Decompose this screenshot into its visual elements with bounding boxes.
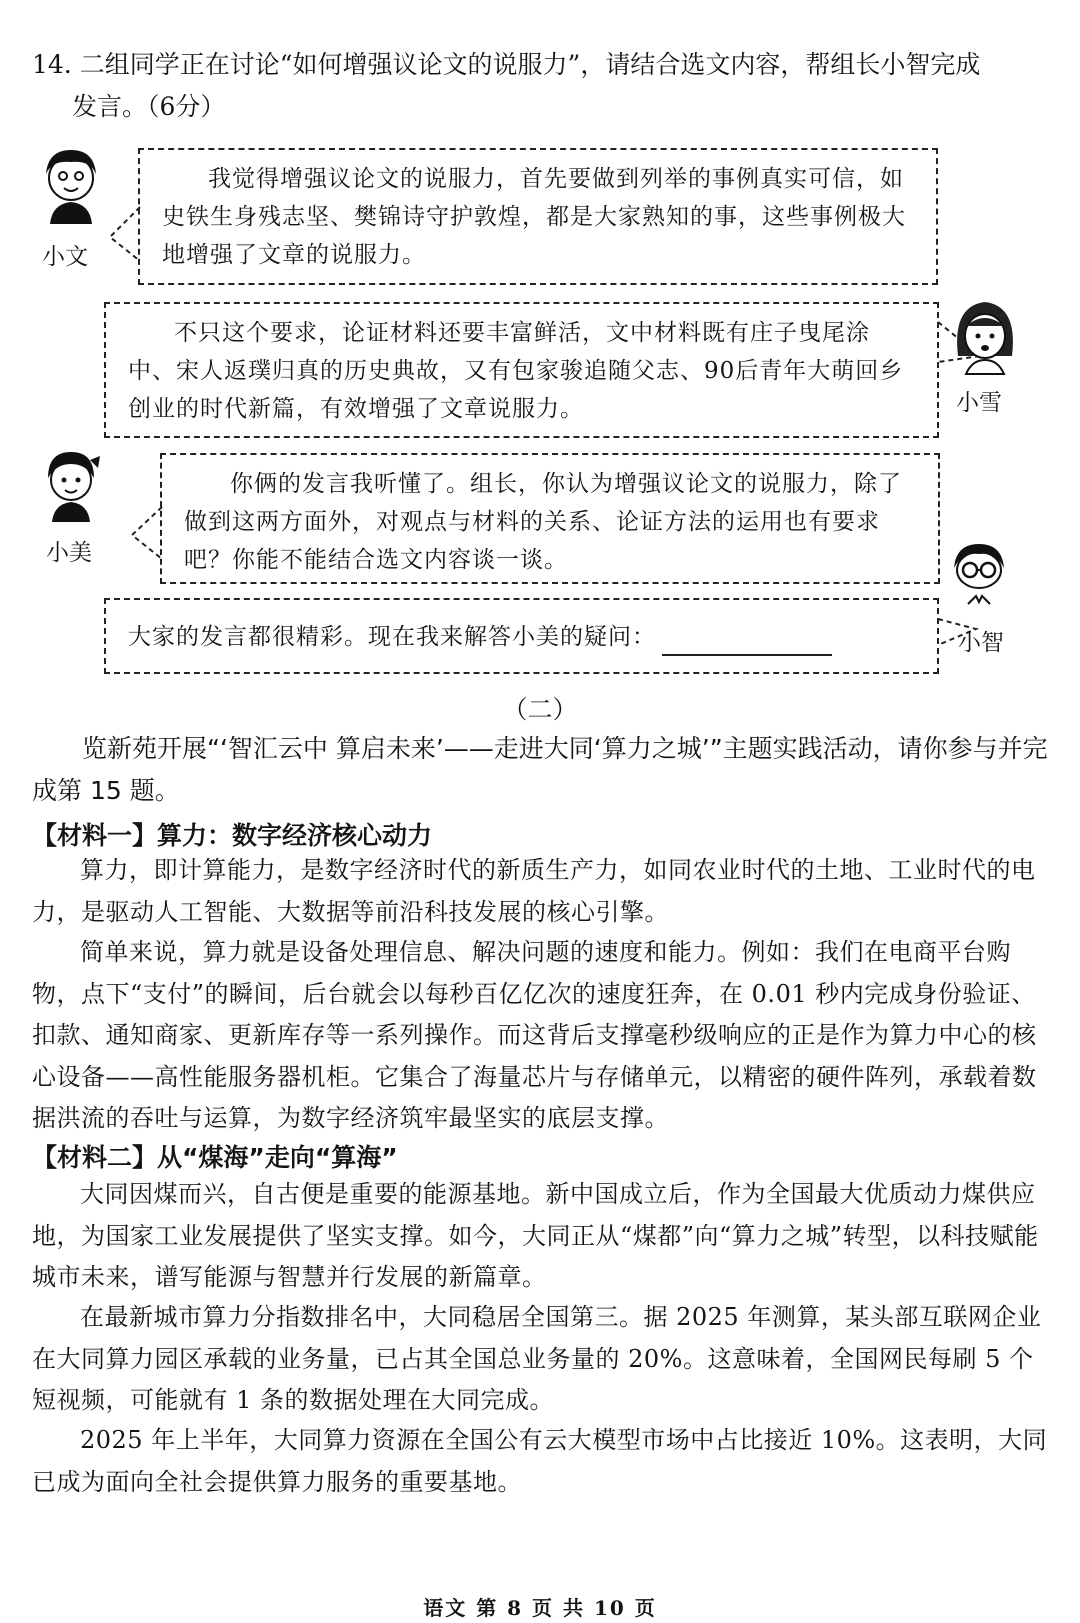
girl-avatar-icon [40, 448, 102, 524]
question-14 [32, 44, 1052, 128]
bubble-tail-left [126, 505, 166, 565]
material-2-paragraph-3: 2025 年上半年，大同算力资源在全国公有云大模型市场中占比接近 10%。这表明，大同已成为面向全社会提供算力服务的重要基地。 [32, 1426, 1048, 1496]
boy-avatar-icon [40, 146, 102, 226]
speech-bubble-xiaowen [138, 148, 938, 285]
speaker-name: 小文 [42, 244, 88, 270]
speech-text: 不只这个要求，论证材料还要丰富鲜活，文中材料既有庄子曳尾涂中、宋人返璞归真的历史典故，又有包家骏追随父志、90后青年大萌回乡创业的时代新篇，有效增强了文章说服力。 [128, 320, 904, 422]
speaker-name: 小智 [958, 630, 1004, 656]
speech-bubble-xiaoxue [104, 302, 939, 438]
girl-avatar-icon [952, 296, 1018, 376]
question-number: 14. [32, 50, 72, 79]
bubble-tail-left [104, 205, 144, 265]
material-2-paragraph-2: 在最新城市算力分指数排名中，大同稳居全国第三。据 2025 年测算，某头部互联网企业在大同算力园区承载的业务量，已占其全国总业务量的 20%。这意味着，全国网民每刷 5 个短视频，可能就有 1 条的数据处理在大同完成。 [32, 1303, 1042, 1414]
speaker-name: 小美 [46, 540, 92, 566]
material-1-paragraph-1: 算力，即计算能力，是数字经济时代的新质生产力，如同农业时代的土地、工业时代的电力，是驱动人工智能、大数据等前沿科技发展的核心引擎。 [32, 856, 1036, 926]
section-intro: 览新苑开展“‘智汇云中 算启未来’——走进大同‘算力之城’”主题实践活动，请你参与并完成第 15 题。 [32, 734, 1048, 805]
speech-text: 你俩的发言我听懂了。组长，你认为增强议论文的说服力，除了做到这两方面外，对观点与材料的关系、论证方法的运用也有要求吧？你能不能结合选文内容谈一谈。 [184, 471, 902, 573]
answer-blank-line [662, 630, 832, 656]
speech-text: 大家的发言都很精彩。现在我来解答小美的疑问： [128, 624, 656, 650]
page-footer: 语文 第 8 页 共 10 页 [423, 1596, 657, 1620]
material-1-paragraph-2: 简单来说，算力就是设备处理信息、解决问题的速度和能力。例如：我们在电商平台购物，点下“支付”的瞬间，后台就会以每秒百亿亿次的速度狂奔，在 0.01 秒内完成身份验证、扣款、通知商家、更新库存等一系列操作。而这背后支撑毫秒级响应的正是作为算力中心的核心设备——高性能服务器机柜。它集合了海量芯片与存储单元，以精密的硬件阵列，承载着数据洪流的吞吐与运算，为数字经济筑牢最坚实的底层支撑。 [32, 938, 1037, 1132]
speech-bubble-xiaomei [160, 453, 940, 584]
section-title: （二） [502, 695, 578, 724]
material-2-paragraph-1: 大同因煤而兴，自古便是重要的能源基地。新中国成立后，作为全国最大优质动力煤供应地，为国家工业发展提供了坚实支撑。如今，大同正从“煤都”向“算力之城”转型，以科技赋能城市未来，谱写能源与智慧并行发展的新篇章。 [32, 1180, 1039, 1291]
material-1-heading: 【材料一】算力：数字经济核心动力 [32, 821, 433, 850]
speaker-name: 小雪 [956, 390, 1002, 416]
speech-bubble-xiaozhi [104, 598, 939, 674]
boy-glasses-avatar-icon [946, 540, 1012, 612]
material-2-heading: 【材料二】从“煤海”走向“算海” [32, 1143, 398, 1172]
question-prompt: 二组同学正在讨论“如何增强议论文的说服力”，请结合选文内容，帮组长小智完成 [79, 50, 981, 79]
question-prompt-continued: 发言。（6分） [72, 92, 226, 121]
speech-text: 我觉得增强议论文的说服力，首先要做到列举的事例真实可信，如史铁生身残志坚、樊锦诗守护敦煌，都是大家熟知的事，这些事例极大地增强了文章的说服力。 [162, 166, 906, 268]
